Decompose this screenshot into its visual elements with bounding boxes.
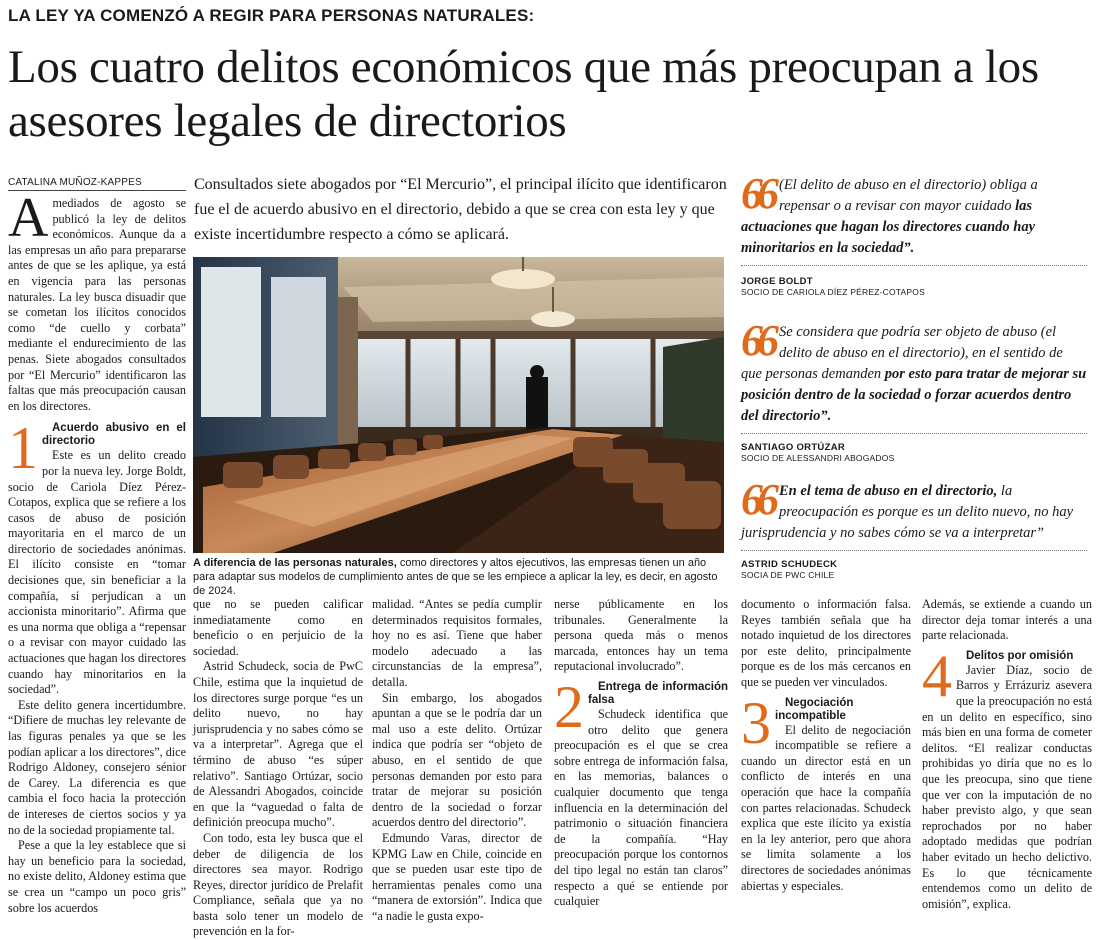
quote-1-role: SOCIO DE CARIOLA DÍEZ PÉREZ-COTAPOS: [741, 287, 925, 297]
section-3-number: 3: [741, 689, 771, 756]
quote-3-text: la preocupación es porque es un delito nuevo, no hay jurisprudencia y no sabes cómo se va a interpretar”: [741, 483, 1074, 541]
column-4: [554, 597, 728, 910]
caption-text: como directores y altos ejecutivos, las empresas tienen un año para adaptar sus modelos de cumplimiento antes de que se les empiece a aplicar la ley, es decir, en agosto de 2024.: [193, 557, 718, 597]
caption-lead: A diferencia de las personas naturales,: [193, 557, 397, 569]
col3-paragraph-3: Edmundo Varas, director de KPMG Law en Chile, coincide en que se pueden usar este tipo de herramientas penales como una “manera de extorsión”. Indica que “a nadie le gusta expo-: [372, 830, 542, 923]
quote-mark-icon: 66: [741, 475, 773, 524]
quote-1-rule: [741, 265, 1087, 266]
section-2-title: Entrega de información falsa: [588, 680, 728, 706]
section-4-number: 4: [922, 642, 952, 709]
quote-1-name: JORGE BOLDT: [741, 276, 813, 287]
column-5: [741, 597, 911, 894]
headline: Los cuatro delitos económicos que más preocupan a los asesores legales de directorios: [8, 41, 1039, 147]
column-2: [193, 597, 363, 940]
quote-3-role: SOCIA DE PWC CHILE: [741, 570, 835, 580]
quote-1-text: (El delito de abuso en el directorio) obliga a repensar o a revisar con mayor cuidado: [779, 177, 1038, 214]
quote-3-rule: [741, 550, 1087, 551]
section-4-title: Delitos por omisión: [966, 649, 1074, 662]
col3-paragraph-2: Sin embargo, los abogados apuntan a que se le podría dar un mal uso a este delito. Ortúzar indica que podría ser “objeto de abuso, en el sentido de que personas demanden por esto para tratar de mejorar su posición dentro de la sociedad o forzar acuerdos dentro del directorio”.: [372, 690, 542, 830]
col5-paragraph-1: documento o información falsa. Reyes también señala que ha notado inquietud de los directores por este delito, principalmente porque es de los más cercanos en que se pueden ver vinculados.: [741, 597, 911, 689]
quote-3-bold: En el tema de abuso en el directorio,: [779, 483, 998, 499]
quote-2-text: Se considera que podría ser objeto de abuso (el delito de abuso en el directorio), en el sentido de que personas demanden: [741, 324, 1063, 382]
kicker: LA LEY YA COMENZÓ A REGIR PARA PERSONAS NATURALES:: [8, 6, 535, 25]
section-3-title: Negociación incompatible: [775, 696, 854, 722]
section-3-paragraph: El delito de negociación incompatible se refiere a cuando un director está en un conflicto de interés en una operación que hace la compañía con partes relacionadas. Schudeck explica que este ilícito ya existía en la ley anterior, pero que ahora se limita solamente a los directores de sociedades anónimas abiertas y especiales.: [741, 722, 911, 893]
quote-1-bold: las actuaciones que hagan los directores cuando hay minoritarios en la sociedad”.: [741, 198, 1036, 256]
intro-drop-cap: A: [8, 187, 49, 249]
quote-2-bold: por esto para tratar de mejorar su posición dentro de la sociedad o forzar acuerdos dentro del directorio”.: [741, 366, 1087, 424]
col2-paragraph-3: Con todo, esta ley busca que el deber de diligencia de los directores sea mayor. Rodrigo Reyes, director jurídico de Prelafit Compliance, señala que ya no basta solo tener un modelo de prevención en la for-: [193, 830, 363, 939]
col2-paragraph-2: Astrid Schudeck, socia de PwC Chile, estima que la inquietud de los directores surge porque “es un delito nuevo, no hay jurisprudencia y no sabes cómo se va a interpretar”. Agrega que el término de abuso “es súper relativo”. Santiago Ortúzar, socio de Alessandri Abogados, coincide en que la “vaguedad o falta de definición preocupa mucho”.: [193, 659, 363, 830]
pull-quote-2: [741, 316, 1087, 463]
quote-mark-icon: 66: [741, 169, 773, 218]
quote-2-rule: [741, 433, 1087, 434]
section-2-paragraph: Schudeck identifica que otro delito que genera preocupación es el que se crea sobre entrega de información falsa, en las memorias, balances o cualquier documento que tenga influencia en la determinación del patrimonio o situación financiera de la compañía. “Hay preocupación porque los contornos del tipo legal no están tan claros” respecto a qué se entiende por cualquier: [554, 706, 728, 909]
column-6: [922, 597, 1092, 912]
lead-paragraph: Consultados siete abogados por “El Mercurio”, el principal ilícito que identificaron fue el de acuerdo abusivo en el directorio, debido a que se crea con esta ley y que existe incertidumbre respecto a cómo se aplicará.: [194, 176, 727, 243]
col2-paragraph-1: que no se pueden calificar inmediatamente como en beneficio o en perjuicio de la sociedad.: [193, 597, 363, 658]
section-1-paragraph-2: Este delito genera incertidumbre. “Difiere de muchas ley relevante de las figuras penales ya que se les podían aplicar a los directores”, dice Rodrigo Aldoney, consejero sénior de Carey. La diferencia es que cambia el foco hacia la protección de intereses de ciertos socios y ya no de la sociedad propiamente tal.: [8, 697, 186, 837]
section-1-title: Acuerdo abusivo en el directorio: [42, 422, 186, 448]
col6-paragraph-1: Además, se extiende a cuando un director deja tomar interés a una parte relacionada.: [922, 597, 1092, 643]
section-1-paragraph-1: Este es un delito creado por la nueva ley. Jorge Boldt, socio de Cariola Díez Pérez-Cotapos, explica que se refiere a los casos de abuso de posición mayoritaria en el marco de un directorio de sociedades anónimas. El ilícito consiste en “tomar decisiones que, sin beneficiar a la compañía, sí perjudican a un accionista minoritario”. Afirma que es una norma que obliga a “repensar o a revisar con mayor cuidado las actuaciones que hagan los directores cuando hay minoritarios en la sociedad”.: [8, 448, 186, 697]
quote-3-name: ASTRID SCHUDECK: [741, 559, 838, 570]
pull-quote-1: [741, 169, 1087, 297]
section-1-number: 1: [8, 415, 38, 482]
column-1: [8, 187, 186, 916]
section-2-number: 2: [554, 673, 584, 740]
column-3: [372, 597, 542, 924]
section-4-paragraph: Javier Díaz, socio de Barros y Errázuriz asevera que la preocupación no está en un delito en específico, sino más bien en una forma de cometer delitos. “El realizar conductas prohibidas yo diría que no es lo que les preocupa, sino que tiene que ver con la imputación de no haber previsto algo, y que sean reprochados por no haber adoptado medidas que podrían haber evitado un hecho delictivo. Es lo que técnicamente entendemos como un delito de omisión”, explica.: [922, 662, 1092, 911]
col3-paragraph-1: malidad. “Antes se pedía cumplir determinados requisitos formales, hoy no es así. Tiene que haber modelo adecuado a las circunstancias de la empresa”, detalla.: [372, 597, 542, 689]
intro-paragraph: [8, 187, 186, 414]
quote-2-name: SANTIAGO ORTÚZAR: [741, 442, 846, 453]
col4-paragraph-1: nerse públicamente en los tribunales. Generalmente la persona queda más o menos marcada, entonces hay un tema reputacional involucrado”.: [554, 597, 728, 674]
boardroom-photo: [193, 257, 724, 553]
photo-caption: [193, 556, 723, 598]
byline: CATALINA MUÑOZ-KAPPES: [8, 177, 142, 188]
quote-mark-icon: 66: [741, 316, 773, 365]
quote-2-role: SOCIO DE ALESSANDRI ABOGADOS: [741, 453, 895, 463]
intro-text: mediados de agosto se publicó la ley de delitos económicos. Aunque da a las empresas un año para prepararse antes de que se les aplique, ya está en vigencia para las personas naturales. La ley busca disuadir que se cometan los ilícitos conocidos como “de cuello y corbata” mediante el endurecimiento de las penas. Siete abogados consultados por “El Mercurio” identificaron las faltas que más preocupación causan en los directores.: [8, 196, 186, 413]
section-1-paragraph-3: Pese a que la ley establece que si hay un beneficio para la sociedad, no existe delito, Aldoney estima que se crea un “campo un poco gris” sobre los acuerdos: [8, 838, 186, 915]
pull-quote-3: [741, 475, 1087, 580]
